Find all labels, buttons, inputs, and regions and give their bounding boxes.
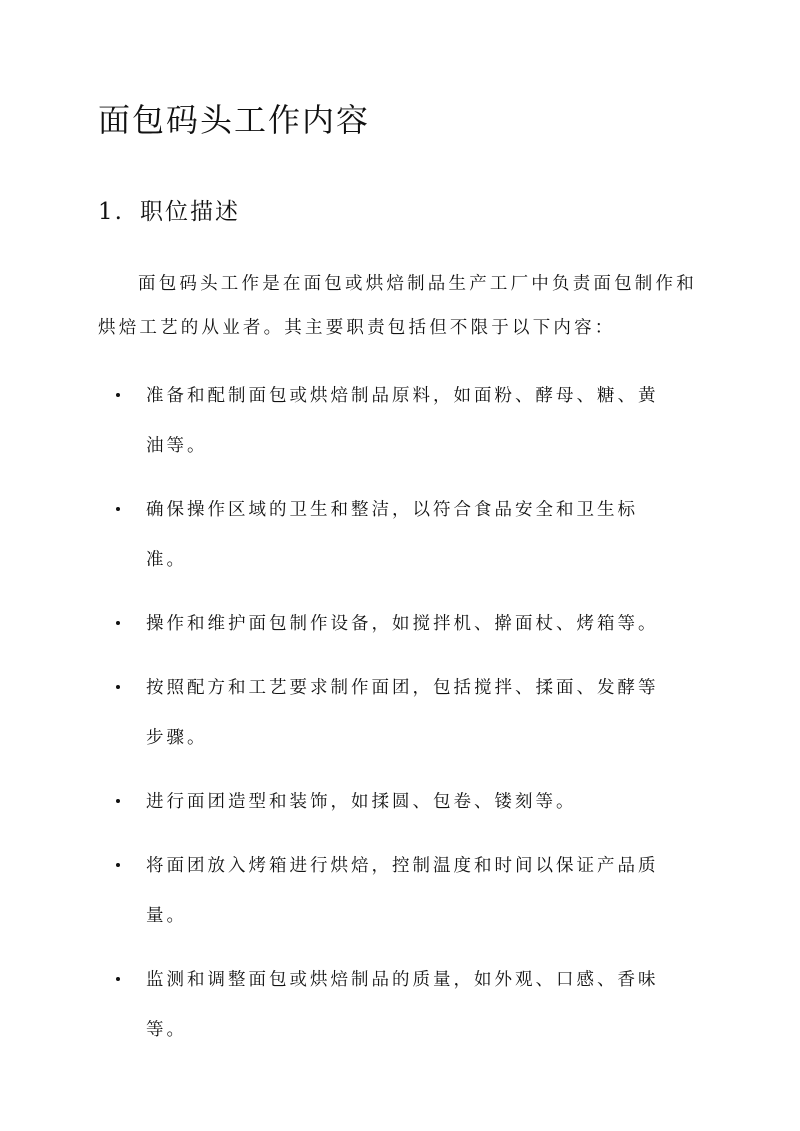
duties-list (112, 371, 672, 1069)
list-item-text: 确保操作区域的卫生和整洁，以符合食品安全和卫生标准。 (146, 500, 638, 570)
section-heading (98, 196, 240, 228)
document-title: 面包码头工作内容 (98, 101, 371, 139)
list-item (112, 371, 672, 471)
bullet-icon (116, 507, 120, 511)
intro-paragraph: 面包码头工作是在面包或烘焙制品生产工厂中负责面包制作和烘焙工艺的从业者。其主要职责包括但不限于以下内容： (98, 274, 697, 338)
list-item (112, 485, 672, 585)
list-item-text: 将面团放入烤箱进行烘焙，控制温度和时间以保证产品质量。 (146, 856, 659, 926)
list-item (112, 777, 672, 827)
bullet-icon (116, 799, 120, 803)
list-item (112, 663, 672, 763)
list-item-text: 监测和调整面包或烘焙制品的质量，如外观、口感、香味等。 (146, 970, 659, 1040)
bullet-icon (116, 977, 120, 981)
bullet-icon (116, 685, 120, 689)
section-number: 1. (98, 199, 124, 225)
list-item-text: 准备和配制面包或烘焙制品原料，如面粉、酵母、糖、黄油等。 (146, 386, 659, 456)
list-item-text: 进行面团造型和装饰，如揉圆、包卷、镂刻等。 (146, 792, 577, 812)
section-heading-text: 职位描述 (140, 199, 240, 225)
list-item-text: 操作和维护面包制作设备，如搅拌机、擀面杖、烤箱等。 (146, 614, 659, 634)
bullet-icon (116, 393, 120, 397)
list-item (112, 955, 672, 1055)
bullet-icon (116, 621, 120, 625)
list-item (112, 599, 672, 649)
list-item-text: 按照配方和工艺要求制作面团，包括搅拌、揉面、发酵等步骤。 (146, 678, 659, 748)
bullet-icon (116, 863, 120, 867)
list-item (112, 841, 672, 941)
